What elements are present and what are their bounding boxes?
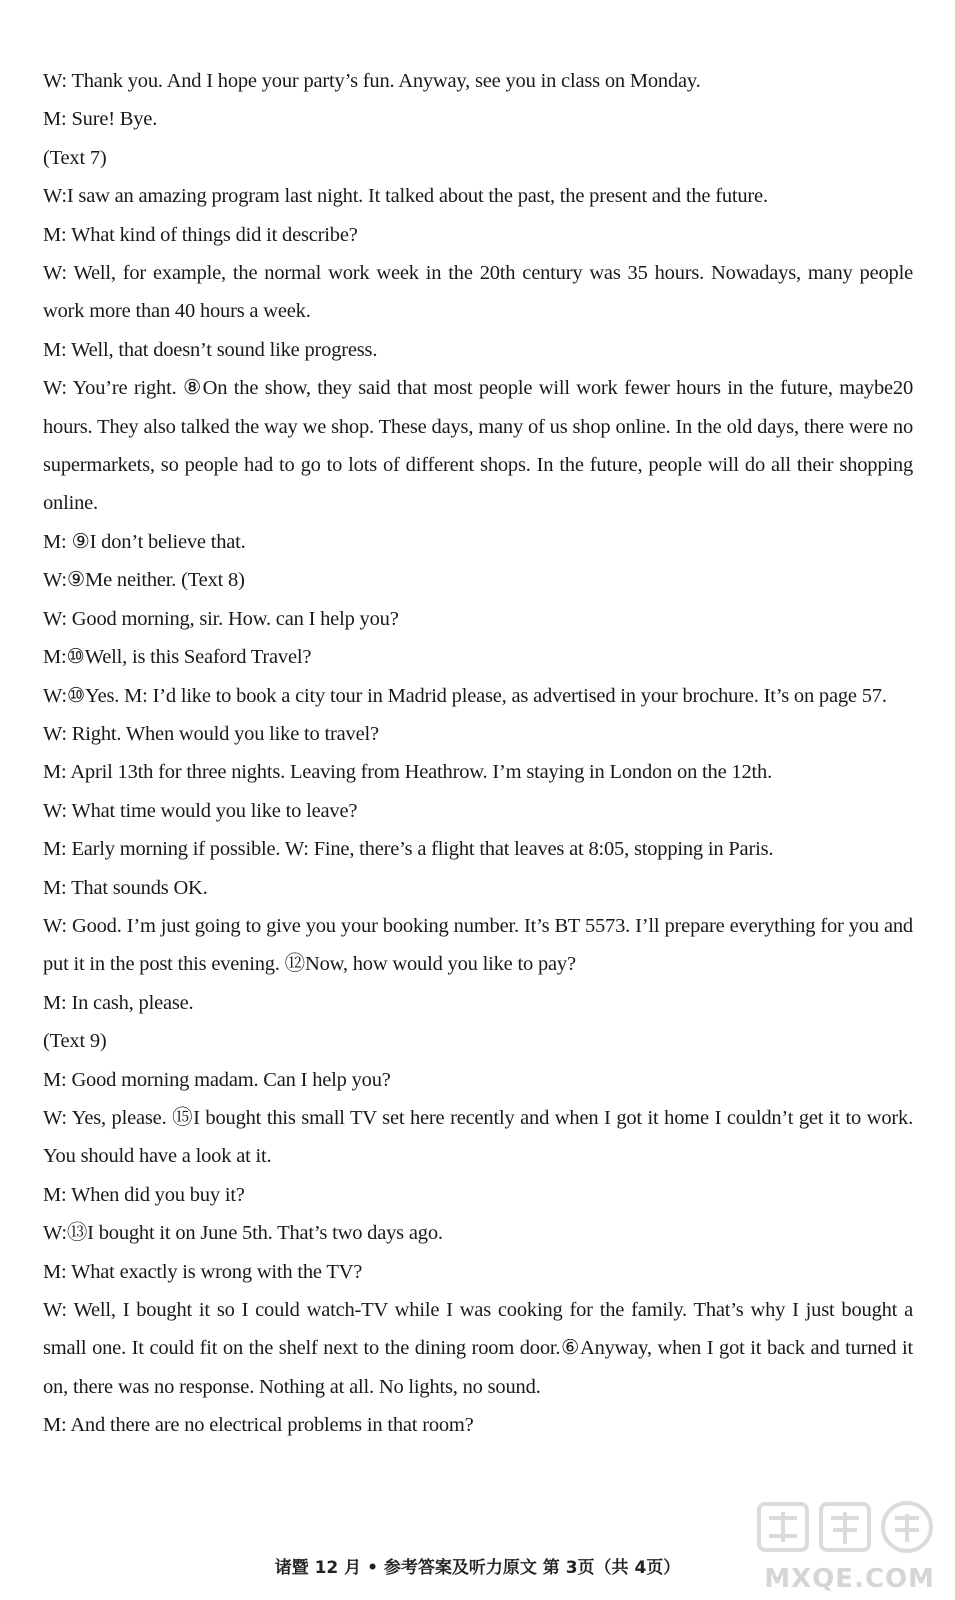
transcript-line: M: What exactly is wrong with the TV? — [43, 1260, 363, 1283]
transcript-line: M: April 13th for three nights. Leaving from Heathrow. I’m staying in London on the 12th. — [43, 761, 772, 784]
transcript-line: M: Good morning madam. Can I help you? — [43, 1068, 391, 1091]
transcript-line: M: That sounds OK. — [43, 876, 208, 899]
transcript-line: W: Well, I bought it so I could watch-TV while I was cooking for the family. That’s why I just bought a small one. It could fit on the shelf next to the dining room door.⑥Anyway, when I got it back and turned it on, there was no response. Nothing at all. No lights, no sound. — [43, 1299, 913, 1398]
transcript-line: M: Sure! Bye. — [43, 108, 158, 131]
transcript-line: W:⑬I bought it on June 5th. That’s two days ago. — [43, 1222, 443, 1245]
section-heading-text-7: (Text 7) — [43, 146, 107, 169]
transcript-line: W: What time would you like to leave? — [43, 799, 358, 822]
watermark-logo-icon — [755, 1498, 935, 1556]
transcript-line: W: Yes, please. ⑮I bought this small TV set here recently and when I got it home I couldn’t get it to work. You should have a look at it. — [43, 1106, 913, 1168]
transcript-line: W: Well, for example, the normal work week in the 20th century was 35 hours. Nowadays, many people work more than 40 hours a week. — [43, 262, 913, 323]
watermark-text: MXQE.COM — [764, 1564, 935, 1594]
site-watermark — [755, 1498, 935, 1594]
transcript-line: M:⑩Well, is this Seaford Travel? — [43, 646, 312, 669]
section-heading-text-9: (Text 9) — [43, 1030, 107, 1053]
transcript-line: M: Early morning if possible. W: Fine, there’s a flight that leaves at 8:05, stopping in Paris. — [43, 838, 774, 861]
transcript-line: W: Good. I’m just going to give you your booking number. It’s BT 5573. I’ll prepare everything for you and put it in the post this evening. ⑫Now, how would you like to pay? — [43, 914, 913, 976]
listening-transcript — [43, 62, 913, 1445]
transcript-line: M: When did you buy it? — [43, 1183, 245, 1206]
transcript-line: M: ⑨I don’t believe that. — [43, 530, 246, 553]
transcript-line: W: Right. When would you like to travel? — [43, 722, 379, 745]
transcript-line: W:⑨Me neither. (Text 8) — [43, 569, 245, 592]
transcript-line: W:I saw an amazing program last night. It talked about the past, the present and the future. — [43, 185, 768, 208]
page-footer: 诸暨 12 月 • 参考答案及听力原文 第 3页（共 4页） — [274, 1558, 681, 1578]
transcript-line: M: In cash, please. — [43, 991, 194, 1014]
transcript-line: M: Well, that doesn’t sound like progress. — [43, 338, 378, 361]
transcript-line: M: What kind of things did it describe? — [43, 223, 358, 246]
transcript-line: W: Good morning, sir. How. can I help you? — [43, 607, 399, 630]
transcript-line: W:⑩Yes. M: I’d like to book a city tour in Madrid please, as advertised in your brochure. It’s on page 57. — [43, 684, 887, 707]
transcript-line: M: And there are no electrical problems in that room? — [43, 1414, 474, 1437]
transcript-line: W: Thank you. And I hope your party’s fun. Anyway, see you in class on Monday. — [43, 70, 701, 92]
transcript-line: W: You’re right. ⑧On the show, they said that most people will work fewer hours in the future, maybe20 hours. They also talked the way we shop. These days, many of us shop online. In the old days, there were no supermarkets, so people had to go to lots of different shops. In the future, people will do all their shopping online. — [43, 377, 913, 515]
